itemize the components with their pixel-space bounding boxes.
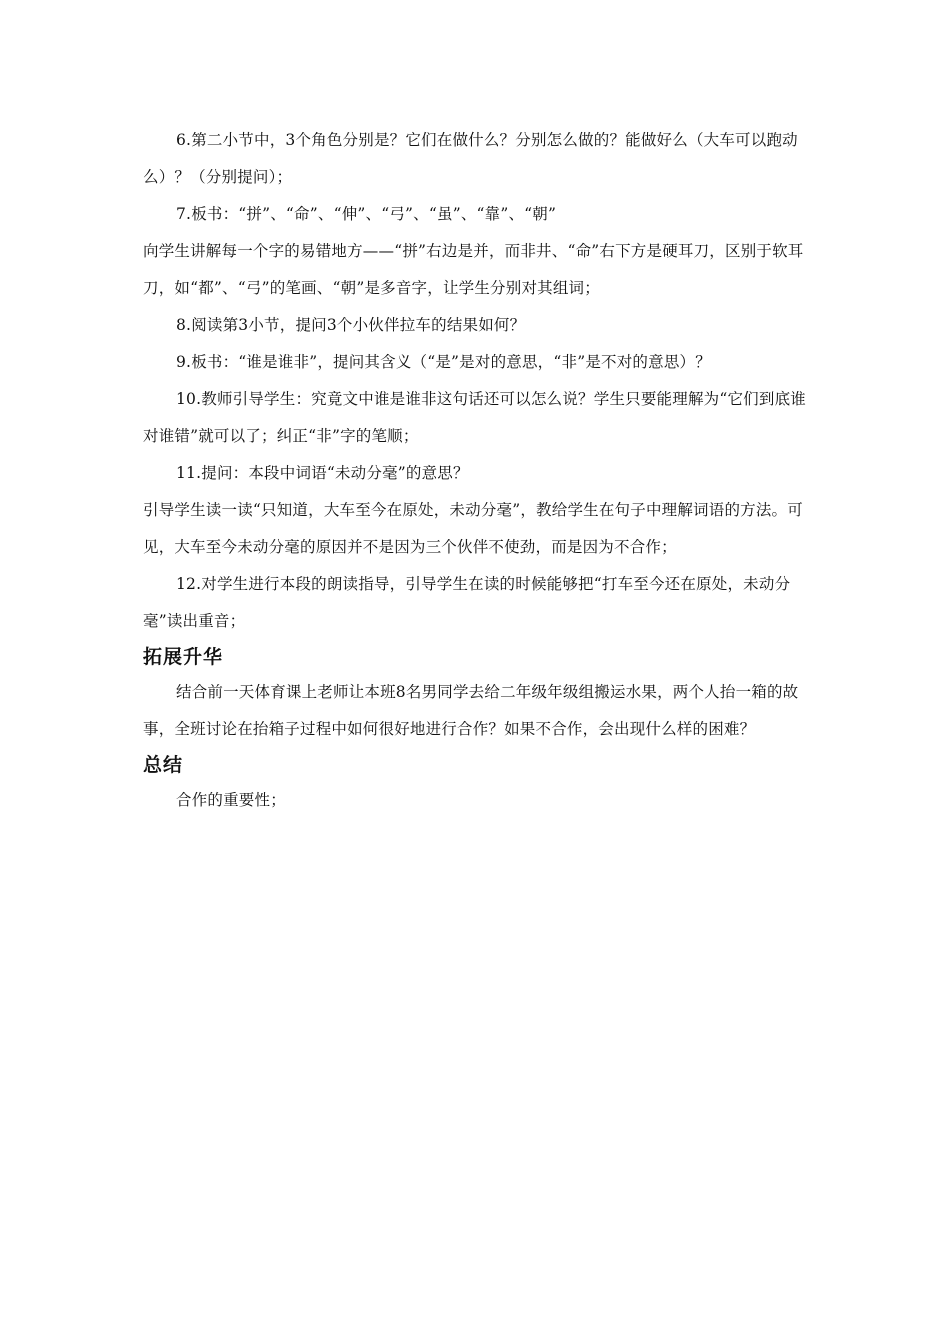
section-summary-text: 合作的重要性； <box>176 791 286 809</box>
document-body <box>143 122 809 819</box>
section-heading-extend: 拓展升华 <box>143 646 224 668</box>
section-heading-summary: 总结 <box>143 754 184 776</box>
section-extend-text: 结合前一天体育课上老师让本班8名男同学去给二年级年级组搬运水果，两个人抬一箱的故事，全班讨论在抬箱子过程中如何很好地进行合作？如果不合作，会出现什么样的困难？ <box>143 683 799 738</box>
paragraph-item-7: 7.板书：“拼”、“命”、“伸”、“弓”、“虽”、“靠”、“朝” <box>176 205 557 223</box>
paragraph-item-7-explanation: 向学生讲解每一个字的易错地方——“拼”右边是并，而非井、“命”右下方是硬耳刀，区别于软耳刀，如“都”、“弓”的笔画、“朝”是多音字，让学生分别对其组词； <box>143 242 804 297</box>
paragraph-item-8: 8.阅读第3小节，提问3个小伙伴拉车的结果如何？ <box>176 316 526 334</box>
paragraph-item-6: 6.第二小节中，3个角色分别是？它们在做什么？分别怎么做的？能做好么（大车可以跑动么）？（分别提问）； <box>143 131 798 186</box>
paragraph-item-10: 10.教师引导学生：究竟文中谁是谁非这句话还可以怎么说？学生只要能理解为“它们到底谁对谁错”就可以了；纠正“非”字的笔顺； <box>143 390 806 445</box>
paragraph-item-11-explanation: 引导学生读一读“只知道，大车至今在原处，未动分毫”，教给学生在句子中理解词语的方法。可见，大车至今未动分毫的原因并不是因为三个伙伴不使劲，而是因为不合作； <box>143 501 803 556</box>
paragraph-item-11: 11.提问：本段中词语“未动分毫”的意思？ <box>176 464 469 482</box>
paragraph-item-12: 12.对学生进行本段的朗读指导，引导学生在读的时候能够把“打车至今还在原处，未动分毫”读出重音； <box>143 575 791 630</box>
paragraph-item-9: 9.板书：“谁是谁非”，提问其含义（“是”是对的意思，“非”是不对的意思）？ <box>176 353 711 371</box>
